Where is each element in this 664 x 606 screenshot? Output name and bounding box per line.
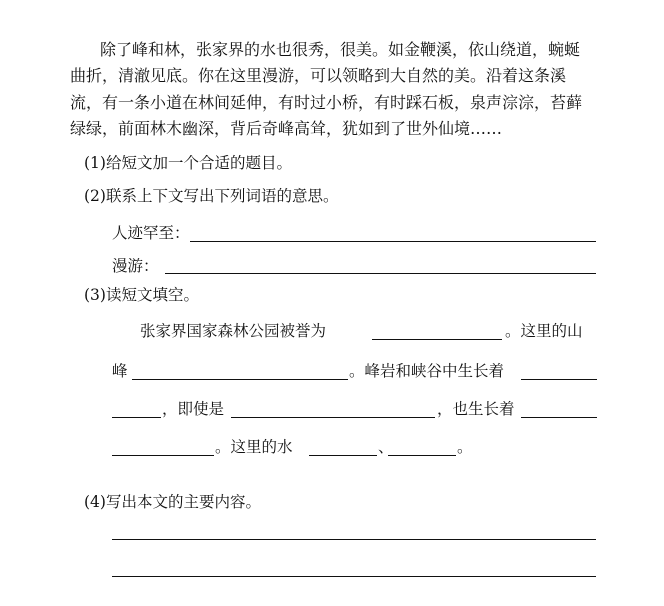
fill-text: 。这里的水: [215, 438, 293, 456]
blank-line[interactable]: [132, 379, 348, 380]
blank-line[interactable]: [112, 417, 161, 418]
passage-line: 曲折，清澈见底。你在这里漫游，可以领略到大自然的美。沿着这条溪: [70, 66, 567, 85]
passage-line: 除了峰和林，张家界的水也很秀，很美。如金鞭溪，依山绕道，蜿蜒: [100, 40, 581, 59]
question-1: (1)给短文加一个合适的题目。: [84, 154, 292, 172]
fill-text: 。这里的山: [505, 322, 583, 340]
fill-text: ，即使是: [162, 400, 225, 418]
question-2: (2)联系上下文写出下列词语的意思。: [84, 187, 339, 205]
fill-text: 。峰岩和峡谷中生长着: [349, 362, 505, 380]
passage-line: 绿绿，前面林木幽深，背后奇峰高耸，犹如到了世外仙境……: [70, 119, 503, 138]
term-label: 人迹罕至：: [112, 224, 190, 242]
blank-line[interactable]: [309, 455, 377, 456]
blank-line[interactable]: [112, 455, 214, 456]
blank-line[interactable]: [388, 455, 456, 456]
answer-line[interactable]: [112, 539, 596, 540]
answer-line[interactable]: [190, 241, 596, 242]
passage-line: 流，有一条小道在林间延伸，有时过小桥，有时踩石板，泉声淙淙，苔藓: [70, 93, 583, 112]
answer-line[interactable]: [112, 576, 596, 577]
fill-text: 张家界国家森林公园被誉为: [140, 322, 327, 340]
blank-line[interactable]: [231, 417, 435, 418]
fill-text: 峰: [112, 362, 128, 380]
question-4: (4)写出本文的主要内容。: [84, 493, 261, 511]
fill-text: 、: [378, 438, 394, 456]
fill-text: 。: [457, 438, 473, 456]
term-label: 漫游：: [112, 257, 159, 275]
answer-line[interactable]: [165, 273, 596, 274]
blank-line[interactable]: [521, 379, 597, 380]
fill-text: ，也生长着: [437, 400, 515, 418]
blank-line[interactable]: [372, 339, 502, 340]
question-3: (3)读短文填空。: [84, 286, 199, 304]
blank-line[interactable]: [521, 417, 597, 418]
